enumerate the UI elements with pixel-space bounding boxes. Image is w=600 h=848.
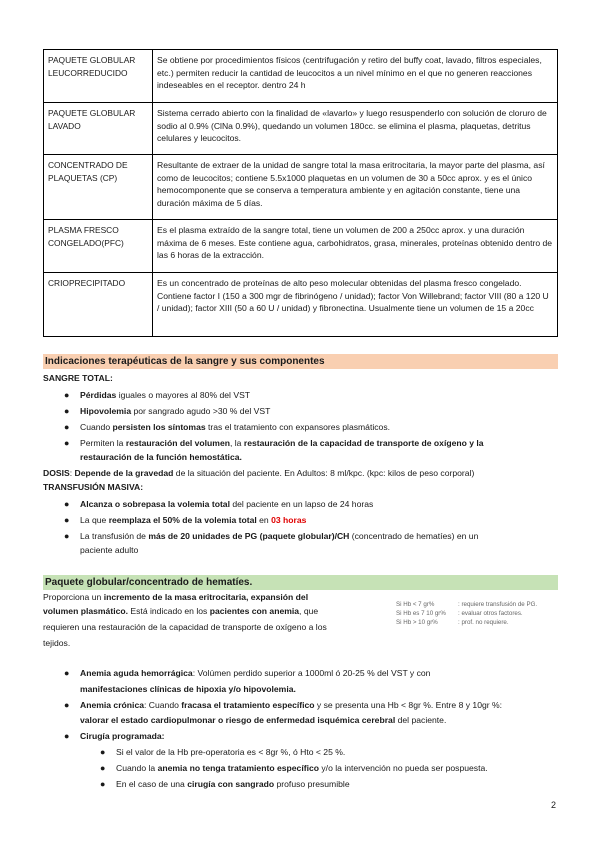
table-row bbox=[44, 220, 558, 273]
list-item: ● Pérdidas iguales o mayores al 80% del VST bbox=[64, 390, 251, 400]
criteria-row: Si Hb < 7 gr% : requiere transfusión de PG. bbox=[396, 601, 538, 608]
list-item: ● Anemia aguda hemorrágica: Volúmen perdido superior a 1000ml ó 20-25 % del VST y con bbox=[64, 668, 431, 678]
table-row bbox=[44, 103, 558, 155]
blood-components-table bbox=[43, 49, 558, 337]
bullet-icon: ● bbox=[64, 531, 70, 541]
bullet-icon: ● bbox=[64, 390, 70, 400]
component-description: Resultante de extraer de la unidad de sangre total la masa eritrocitaria, la mayor parte del plasma, así como de leucocitos; contiene 5.5x1000 plaquetas en un volumen de 30 a 50cc aprox. y es el único hemocomponente que se conserva a temperatura ambiente y en agitación constante, tiene una duración máxima de 5 días. bbox=[153, 155, 558, 220]
hemoglobin-criteria-note bbox=[396, 600, 537, 627]
table-row bbox=[44, 155, 558, 220]
dosis-line: DOSIS: Depende de la gravedad de la situación del paciente. En Adultos: 8 ml/kpc. (kpc: kilos de peso corporal) bbox=[43, 468, 475, 478]
list-item: ● La que reemplaza el 50% de la volemia total en 03 horas bbox=[64, 515, 307, 525]
component-name: CRIOPRECIPITADO bbox=[44, 273, 153, 337]
component-description: Es un concentrado de proteínas de alto peso molecular obtenidas del plasma fresco congelado. Contiene factor I (150 a 300 mgr de fibrinógeno / unidad); factor Von Willebrand; factor VIII (80 a 120 U / unidad); factor XIII (50 a 60 U / unidad) y fibronectina. Usualmente tiene un volumen de 15 a 20cc bbox=[153, 273, 558, 337]
table-row bbox=[44, 50, 558, 103]
bullet-icon: ● bbox=[100, 747, 106, 757]
paragraph-line: tejidos. bbox=[43, 638, 71, 648]
bullet-icon: ● bbox=[100, 779, 106, 789]
bullet-icon: ● bbox=[64, 406, 70, 416]
component-name: CONCENTRADO DE PLAQUETAS (CP) bbox=[44, 155, 153, 220]
list-item-continuation: valorar el estado cardiopulmonar o riesgo de enfermedad isquémica cerebral del paciente. bbox=[80, 715, 447, 725]
bullet-icon: ● bbox=[64, 515, 70, 525]
section-heading-paquete-globular: Paquete globular/concentrado de hematíes. bbox=[43, 575, 558, 590]
bullet-icon: ● bbox=[100, 763, 106, 773]
list-item: ● Hipovolemia por sangrado agudo >30 % del VST bbox=[64, 406, 271, 416]
list-item-continuation: manifestaciones clínicas de hipoxia y/o hipovolemia. bbox=[80, 684, 296, 694]
sangre-total-heading: SANGRE TOTAL: bbox=[43, 373, 113, 383]
list-item: ● Permiten la restauración del volumen, la restauración de la capacidad de transporte de oxígeno y la bbox=[64, 438, 484, 448]
criteria-row: Si Hb > 10 gr% : prof. no requiere. bbox=[396, 619, 509, 626]
list-item-continuation: paciente adulto bbox=[80, 545, 139, 555]
paragraph-line: volumen plasmático. Está indicado en los pacientes con anemia, que bbox=[43, 606, 319, 616]
bullet-icon: ● bbox=[64, 731, 70, 741]
list-item-continuation: restauración de la función hemostática. bbox=[80, 452, 242, 462]
bullet-icon: ● bbox=[64, 438, 70, 448]
component-description: Se obtiene por procedimientos físicos (centrifugación y retiro del buffy coat, lavado, filtros especiales, etc.) permiten reducir la cantidad de leucocitos a un nivel mínimo en el que no generen reacciones indeseables en el receptor. dentro 24 h bbox=[153, 50, 558, 103]
list-item: ● Anemia crónica: Cuando fracasa el tratamiento específico y se presenta una Hb < 8gr %. Entre 8 y 10gr %: bbox=[64, 700, 503, 710]
sub-list-item: ● Si el valor de la Hb pre-operatoria es < 8gr %, ó Hto < 25 %. bbox=[100, 747, 346, 757]
page-number: 2 bbox=[551, 800, 557, 810]
component-name: PAQUETE GLOBULAR LAVADO bbox=[44, 103, 153, 155]
list-item: ● Alcanza o sobrepasa la volemia total del paciente en un lapso de 24 horas bbox=[64, 499, 374, 509]
bullet-icon: ● bbox=[64, 668, 70, 678]
component-name: PAQUETE GLOBULAR LEUCORREDUCIDO bbox=[44, 50, 153, 103]
sub-list-item: ● En el caso de una cirugía con sangrado profuso presumible bbox=[100, 779, 350, 789]
component-description: Sistema cerrado abierto con la finalidad de «lavarlo» y luego resuspenderlo con solución de cloruro de sodio al 0.9% (ClNa 0.9%), quedando un volumen 180cc. se elimina el plasma, plaquetas, detritus celulares y leucocitos. bbox=[153, 103, 558, 155]
component-description: Es el plasma extraído de la sangre total, tiene un volumen de 200 a 250cc aprox. y una duración máxima de 6 meses. Este contiene agua, carbohidratos, grasa, minerales, proteínas obtenido dentro de las 6 horas de la extracción. bbox=[153, 220, 558, 273]
paragraph-line: requieren una restauración de la capacidad de transporte de oxígeno a los bbox=[43, 622, 327, 632]
table-row bbox=[44, 273, 558, 337]
bullet-icon: ● bbox=[64, 422, 70, 432]
list-item: ● Cuando persisten los síntomas tras el tratamiento con expansores plasmáticos. bbox=[64, 422, 391, 432]
bullet-icon: ● bbox=[64, 700, 70, 710]
section-heading-indicaciones: Indicaciones terapéuticas de la sangre y sus componentes bbox=[43, 354, 558, 369]
component-name: PLASMA FRESCO CONGELADO(PFC) bbox=[44, 220, 153, 273]
paragraph-line: Proporciona un incremento de la masa eritrocitaria, expansión del bbox=[43, 592, 309, 602]
list-item: ● Cirugía programada: bbox=[64, 731, 165, 741]
transfusion-masiva-heading: TRANSFUSIÓN MASIVA: bbox=[43, 482, 144, 492]
list-item: ● La transfusión de más de 20 unidades de PG (paquete globular)/CH (concentrado de hematíes) en un bbox=[64, 531, 479, 541]
criteria-row: Si Hb es 7 10 gr% : evaluar otros factores. bbox=[396, 610, 523, 617]
sub-list-item: ● Cuando la anemia no tenga tratamiento específico y/o la intervención no pueda ser pospuesta. bbox=[100, 763, 488, 773]
bullet-icon: ● bbox=[64, 499, 70, 509]
